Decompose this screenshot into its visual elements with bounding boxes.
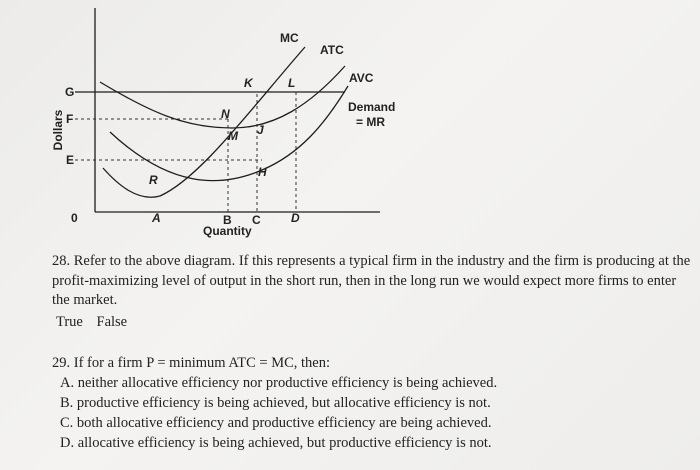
answer-true[interactable]: True <box>56 314 83 330</box>
mc-label: MC <box>280 31 299 45</box>
x-tick-origin: 0 <box>71 211 78 225</box>
question-29-option-d[interactable]: D. allocative efficiency is being achieved, but productive efficiency is not. <box>60 435 492 451</box>
question-29-option-c[interactable]: C. both allocative efficiency and productive efficiency are being achieved. <box>60 415 492 431</box>
mc-curve <box>103 47 305 197</box>
point-r: R <box>149 173 158 187</box>
question-29-option-a[interactable]: A. neither allocative efficiency nor productive efficiency is being achieved. <box>60 375 498 391</box>
x-tick-d: D <box>291 211 300 225</box>
point-k: K <box>244 76 253 90</box>
point-j: J <box>257 123 264 137</box>
y-tick-e: E <box>66 153 75 167</box>
y-tick-f: F <box>66 112 74 126</box>
atc-label: ATC <box>320 43 344 57</box>
question-28-text: 28. Refer to the above diagram. If this represents a typical firm in the industry and the firm is producing at the profit-maximizing level of output in the short run, then in the long run we would expect more firms to enter the market. <box>52 253 691 308</box>
avc-label: AVC <box>349 71 374 85</box>
answer-false[interactable]: False <box>96 314 128 330</box>
x-axis-label: Quantity <box>203 224 252 238</box>
point-n: N <box>221 107 230 121</box>
point-l: L <box>288 76 296 90</box>
mr-label: = MR <box>356 115 386 129</box>
x-tick-c: C <box>252 213 261 227</box>
y-axis-label: Dollars <box>51 109 65 151</box>
point-h: H <box>258 165 267 179</box>
question-29-stem: 29. If for a firm P = minimum ATC = MC, then: <box>52 355 331 371</box>
point-m: M <box>228 129 238 143</box>
x-tick-a: A <box>152 211 161 225</box>
question-29-option-b[interactable]: B. productive efficiency is being achieved, but allocative efficiency is not. <box>60 395 491 411</box>
y-tick-g: G <box>65 85 75 99</box>
x-tick-b: B <box>223 213 232 227</box>
demand-label: Demand <box>348 100 396 114</box>
question-28-answers <box>56 313 137 333</box>
